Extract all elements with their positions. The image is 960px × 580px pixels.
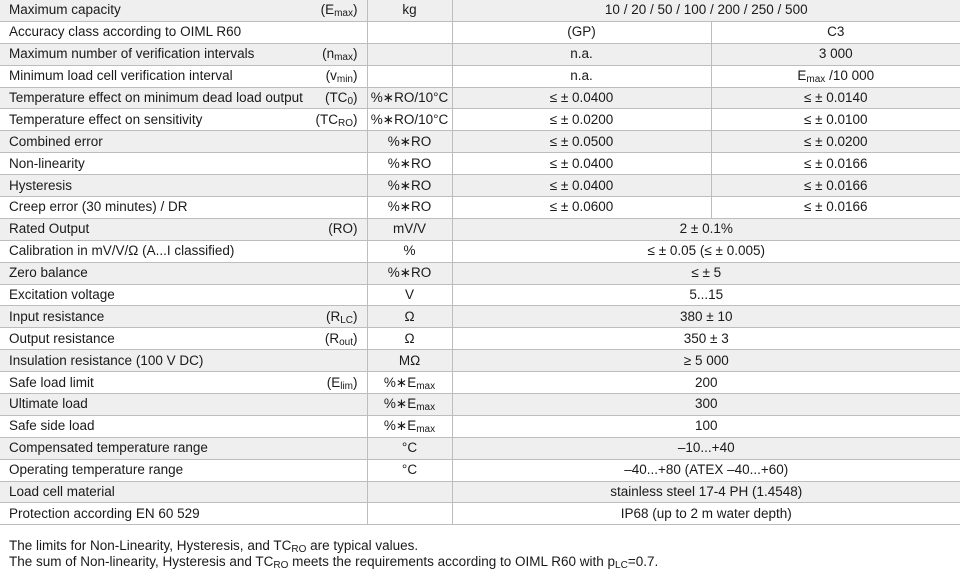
symbol-main: R [330,308,341,324]
unit-label: %∗RO/10°C [370,111,449,127]
parameter-label: Non-linearity [9,155,85,171]
parameter-label: Creep error (30 minutes) / DR [9,199,188,215]
unit-label: %∗RO [387,155,432,171]
unit-label: %∗RO [387,133,432,149]
value-label: ≥ 5 000 [683,352,729,368]
unit-cell [367,372,452,394]
symbol-cell [305,459,367,481]
value-cell-gp [452,43,711,65]
unit-cell [367,218,452,240]
parameter-cell [0,394,305,416]
value-label: ≤ ± 0.0166 [803,177,868,193]
parameter-label: Ultimate load [9,396,88,412]
value-label: 2 ± 0.1% [679,221,733,237]
table-row [0,43,960,65]
parameter-cell [0,0,305,21]
value-cell-c3 [711,131,960,153]
value-label: –40...+80 (ATEX –40...+60) [624,462,789,478]
table-row [0,437,960,459]
unit-cell [367,87,452,109]
unit-cell [367,240,452,262]
value-label: 5...15 [689,287,724,303]
table-row [0,262,960,284]
symbol-label: $(TC_{RO})$ [315,111,358,129]
symbol-cell [305,131,367,153]
unit-label: V [404,287,414,303]
value-label: n.a. [570,46,593,62]
table-row [0,459,960,481]
value-cell-gp [452,65,711,87]
value-cell [452,262,960,284]
unit-label: % [403,243,416,259]
table-row [0,218,960,240]
symbol-main: TC [329,90,348,105]
value-cell-gp [452,21,711,43]
unit-cell [367,131,452,153]
symbol-cell [305,503,367,525]
symbol-cell [305,87,367,109]
unit-cell [367,481,452,503]
value-cell [452,240,960,262]
value-label: ≤ ± 0.0166 [803,199,868,215]
parameter-label: Combined error [9,133,103,149]
symbol-cell [305,240,367,262]
symbol-label: (RO) [328,221,358,237]
value-cell-c3 [711,153,960,175]
symbol-cell [305,284,367,306]
parameter-label: Hysteresis [9,177,73,193]
value-label: C3 [827,24,845,40]
parameter-cell [0,284,305,306]
symbol-label: $(n_{max})$ [322,46,358,64]
symbol-main: RO [332,221,353,237]
symbol-main: E [331,374,341,390]
unit-label: %∗E [383,374,417,390]
value-label: 10 / 20 / 50 / 100 / 200 / 250 / 500 [604,2,808,18]
parameter-cell [0,240,305,262]
value-label: ≤ ± 0.0166 [803,155,868,171]
symbol-cell [305,218,367,240]
value-label: ≤ ± 0.0600 [549,199,614,215]
table-row [0,21,960,43]
value-cell [452,328,960,350]
parameter-label: Accuracy class according to OIML R60 [9,24,242,40]
symbol-main: n [326,46,335,62]
value-label: 350 ± 3 [683,330,729,346]
value-label: stainless steel 17-4 PH (1.4548) [610,484,803,500]
table-row [0,131,960,153]
table-row [0,87,960,109]
unit-cell [367,437,452,459]
value-cell-c3 [711,43,960,65]
symbol-label: $(E_{lim})$ [326,374,358,392]
value-cell-gp [452,153,711,175]
table-row [0,109,960,131]
symbol-cell [305,415,367,437]
value-cell [452,350,960,372]
unit-label: %∗E [383,418,417,434]
value-cell-gp [452,175,711,197]
value-cell-c3 [711,87,960,109]
symbol-main: v [330,68,337,84]
symbol-cell [305,43,367,65]
parameter-cell [0,131,305,153]
parameter-label: Safe load limit [9,374,94,390]
value-label: E [797,68,807,84]
parameter-label: Minimum load cell verification interval [9,68,233,84]
value-label: ≤ ± 5 [691,265,722,281]
unit-cell [367,306,452,328]
table-row [0,0,960,21]
symbol-label: $(TC_0)$ [324,90,358,107]
value-cell-c3 [711,65,960,87]
symbol-cell [305,262,367,284]
parameter-cell [0,350,305,372]
symbol-subscript: out [339,336,353,348]
unit-cell [367,43,452,65]
parameter-label: Temperature effect on minimum dead load output [9,90,303,105]
value-label: –10...+40 [677,440,735,456]
value-label: 200 [694,374,718,390]
value-label: 380 ± 10 [680,308,733,324]
value-cell [452,218,960,240]
unit-label: MΩ [398,352,421,368]
parameter-cell [0,87,305,109]
footnote-typical-values: The limits for Non-Linearity, Hysteresis, and $TC_{RO}$ are typical values. [9,538,419,555]
footnotes [9,538,949,569]
symbol-cell [305,328,367,350]
parameter-cell [0,197,305,219]
unit-label: °C [401,462,418,478]
parameter-label: Maximum capacity [9,2,121,18]
value-cell [452,415,960,437]
parameter-cell [0,503,305,525]
parameter-cell [0,372,305,394]
table-row [0,503,960,525]
table-row [0,481,960,503]
unit-subscript: max [416,402,436,414]
symbol-subscript: RO [338,117,353,129]
value-label: ≤ ± 0.0200 [549,111,614,127]
parameter-label: Protection according EN 60 529 [9,505,200,521]
unit-subscript: max [416,380,436,392]
value-label: ≤ ± 0.0400 [549,177,614,193]
symbol-cell [305,0,367,21]
value-cell [452,0,960,21]
value-label: 100 [694,418,718,434]
table-row [0,328,960,350]
parameter-cell [0,175,305,197]
parameter-label: Safe side load [9,418,95,434]
value-cell-c3 [711,109,960,131]
symbol-cell [305,481,367,503]
parameter-cell [0,481,305,503]
value-cell-gp [452,109,711,131]
unit-cell [367,175,452,197]
unit-label: %∗RO [387,199,432,215]
symbol-cell [305,437,367,459]
parameter-cell [0,65,305,87]
value-label: 3 000 [818,46,853,62]
value-cell-gp [452,197,711,219]
unit-subscript: max [416,424,436,436]
parameter-label: Load cell material [9,484,115,500]
value-label: ≤ ± 0.0140 [803,90,868,105]
unit-label: Ω [404,330,415,346]
unit-cell [367,503,452,525]
symbol-cell [305,65,367,87]
value-cell-c3 [711,197,960,219]
symbol-subscript: LC [340,314,353,326]
symbol-main: E [325,2,335,18]
table-row [0,65,960,87]
parameter-label: Operating temperature range [9,462,184,478]
symbol-label: $(R_{out})$ [324,330,358,348]
parameter-label: Maximum number of verification intervals [9,46,255,62]
unit-label: %∗RO [387,177,432,193]
unit-cell [367,328,452,350]
parameter-label: Zero balance [9,265,88,281]
parameter-label: Excitation voltage [9,287,115,303]
symbol-subscript: 0 [347,96,353,107]
value-cell [452,437,960,459]
table-row [0,415,960,437]
value-cell [452,306,960,328]
table-row [0,350,960,372]
table-row [0,394,960,416]
table-row [0,240,960,262]
value-label: ≤ ± 0.0200 [803,133,868,149]
value-label: IP68 (up to 2 m water depth) [620,505,792,521]
symbol-cell [305,350,367,372]
unit-cell [367,153,452,175]
value-cell-gp [452,131,711,153]
unit-label: mV/V [392,221,426,237]
parameter-cell [0,328,305,350]
symbol-cell [305,153,367,175]
unit-cell [367,109,452,131]
parameter-cell [0,262,305,284]
unit-label: %∗RO [387,265,432,281]
table-row [0,197,960,219]
value-subscript: max [806,74,826,86]
value-cell [452,372,960,394]
unit-label: %∗E [383,396,417,412]
value-cell-c3 [711,21,960,43]
value-label: (GP) [567,24,596,40]
symbol-cell [305,175,367,197]
value-label: ≤ ± 0.0500 [549,133,614,149]
value-label: ≤ ± 0.0400 [549,155,614,171]
symbol-cell [305,306,367,328]
value-cell [452,394,960,416]
table-row [0,372,960,394]
table-row [0,284,960,306]
symbol-main: TC [320,111,338,127]
parameter-cell [0,415,305,437]
value-label: ≤ ± 0.0100 [803,111,868,127]
unit-cell [367,350,452,372]
symbol-main: R [329,330,340,346]
parameter-cell [0,43,305,65]
symbol-subscript: max [334,52,353,64]
parameter-label: Output resistance [9,330,115,346]
symbol-cell [305,394,367,416]
parameter-cell [0,21,305,43]
parameter-cell [0,218,305,240]
value-cell-c3 [711,175,960,197]
unit-cell [367,21,452,43]
parameter-label: Temperature effect on sensitivity [9,111,203,127]
unit-cell [367,0,452,21]
table-row [0,153,960,175]
footnote-oiml-requirements: The sum of Non-linearity, Hysteresis and $TC_{RO}$ meets the requirements according to OIML R60 with $p_{LC}=0.7$. [9,553,659,571]
unit-cell [367,65,452,87]
unit-cell [367,284,452,306]
parameter-cell [0,153,305,175]
symbol-label: $(v_{min})$ [325,68,358,86]
unit-label: Ω [404,308,415,324]
parameter-label: Compensated temperature range [9,440,208,456]
symbol-label: $(R_{LC})$ [325,308,358,326]
unit-label: °C [401,440,418,456]
unit-cell [367,262,452,284]
value-label: 300 [694,396,718,412]
parameter-label: Calibration in mV/V/Ω (A...I classified) [9,243,235,259]
unit-label: kg [402,2,417,18]
value-cell [452,284,960,306]
symbol-label: $(E_{max})$ [320,2,358,20]
symbol-cell [305,372,367,394]
table-row [0,175,960,197]
value-label: n.a. [570,68,593,84]
parameter-label: Input resistance [9,308,105,324]
unit-cell [367,394,452,416]
parameter-cell [0,437,305,459]
unit-cell [367,415,452,437]
symbol-subscript: min [336,74,353,86]
value-cell-gp [452,87,711,109]
parameter-cell [0,306,305,328]
value-label: ≤ ± 0.0400 [549,90,614,105]
unit-cell [367,459,452,481]
symbol-cell [305,21,367,43]
parameter-cell [0,109,305,131]
parameter-cell [0,459,305,481]
symbol-cell [305,197,367,219]
table-row [0,306,960,328]
symbol-subscript: max [334,8,353,20]
value-cell [452,459,960,481]
symbol-cell [305,109,367,131]
parameter-label: Rated Output [9,221,90,237]
value-cell [452,481,960,503]
symbol-subscript: lim [340,380,353,392]
value-label: /10 000 [825,68,875,84]
parameter-label: Insulation resistance (100 V DC) [9,352,204,368]
unit-label: %∗RO/10°C [370,90,449,105]
value-cell [452,503,960,525]
unit-cell [367,197,452,219]
value-label: ≤ ± 0.05 (≤ ± 0.005) [647,243,765,259]
